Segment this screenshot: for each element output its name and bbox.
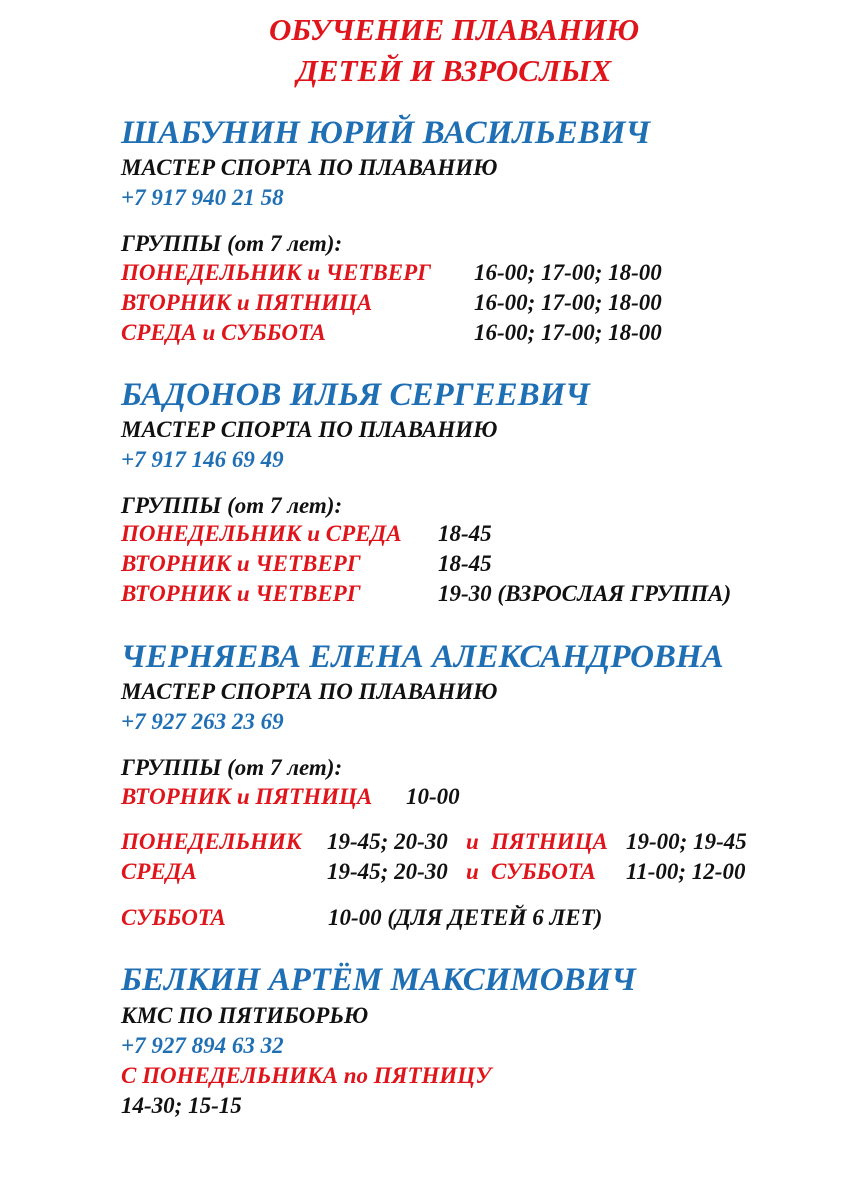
coach-3-extra-2-day2: СУББОТА xyxy=(491,859,596,884)
heading-line-1: ОБУЧЕНИЕ ПЛАВАНИЮ xyxy=(268,12,640,47)
coach-3-extra-2-join: и xyxy=(466,859,479,884)
coach-1-schedule-2-times: 16-00; 17-00; 18-00 xyxy=(474,290,662,315)
coach-3-schedule-1-times: 10-00 xyxy=(406,784,460,809)
coach-3-name: ЧЕРНЯЕВА ЕЛЕНА АЛЕКСАНДРОВНА xyxy=(121,639,724,675)
coach-4-phone[interactable]: +7 927 894 63 32 xyxy=(121,1033,284,1058)
coach-3-extra-2-times1: 19-45; 20-30 xyxy=(327,859,448,884)
coach-1-groups-label: ГРУППЫ (от 7 лет): xyxy=(121,231,343,256)
coach-3-extra-2-times2: 11-00; 12-00 xyxy=(626,859,746,884)
coach-1-phone[interactable]: +7 917 940 21 58 xyxy=(121,185,284,210)
coach-1-schedule-1-times: 16-00; 17-00; 18-00 xyxy=(474,260,662,285)
coach-3-extra-1-day1: ПОНЕДЕЛЬНИК xyxy=(121,829,302,854)
coach-3-extra-1-times1: 19-45; 20-30 xyxy=(327,829,448,854)
coach-4-title: КМС ПО ПЯТИБОРЬЮ xyxy=(121,1003,369,1028)
coach-3-extra-1-times2: 19-00; 19-45 xyxy=(626,829,747,854)
coach-3-groups-label: ГРУППЫ (от 7 лет): xyxy=(121,755,343,780)
coach-2-phone[interactable]: +7 917 146 69 49 xyxy=(121,447,284,472)
coach-4-name: БЕЛКИН АРТЁМ МАКСИМОВИЧ xyxy=(121,962,636,998)
coach-2-schedule-1-days: ПОНЕДЕЛЬНИК и СРЕДА xyxy=(121,521,402,546)
coach-1-name: ШАБУНИН ЮРИЙ ВАСИЛЬЕВИЧ xyxy=(121,115,651,151)
coach-3-extra-1-join: и xyxy=(466,829,479,854)
coach-2-schedule-1-times: 18-45 xyxy=(438,521,492,546)
coach-3-extra-2-day1: СРЕДА xyxy=(121,859,197,884)
coach-3-schedule-1-days: ВТОРНИК и ПЯТНИЦА xyxy=(121,784,373,809)
coach-1-schedule-3-days: СРЕДА и СУББОТА xyxy=(121,320,326,345)
coach-3-title: МАСТЕР СПОРТА ПО ПЛАВАНИЮ xyxy=(121,679,498,704)
coach-1-schedule-2-days: ВТОРНИК и ПЯТНИЦА xyxy=(121,290,373,315)
coach-2-schedule-3-times: 19-30 (ВЗРОСЛАЯ ГРУППА) xyxy=(438,581,732,606)
coach-3-phone[interactable]: +7 927 263 23 69 xyxy=(121,709,284,734)
coach-1-schedule-1-days: ПОНЕДЕЛЬНИК и ЧЕТВЕРГ xyxy=(121,260,432,285)
coach-2-schedule-2-days: ВТОРНИК и ЧЕТВЕРГ xyxy=(121,551,361,576)
coach-3-extra-1-day2: ПЯТНИЦА xyxy=(491,829,608,854)
coach-3-saturday-days: СУББОТА xyxy=(121,905,226,930)
coach-2-groups-label: ГРУППЫ (от 7 лет): xyxy=(121,493,343,518)
coach-2-schedule-2-times: 18-45 xyxy=(438,551,492,576)
coach-2-name: БАДОНОВ ИЛЬЯ СЕРГЕЕВИЧ xyxy=(121,377,590,413)
coach-1-title: МАСТЕР СПОРТА ПО ПЛАВАНИЮ xyxy=(121,155,498,180)
heading-line-2: ДЕТЕЙ И ВЗРОСЛЫХ xyxy=(296,53,612,88)
coach-4-times: 14-30; 15-15 xyxy=(121,1093,242,1118)
coach-1-schedule-3-times: 16-00; 17-00; 18-00 xyxy=(474,320,662,345)
coach-4-days: С ПОНЕДЕЛЬНИКА по ПЯТНИЦУ xyxy=(121,1063,492,1088)
coach-2-title: МАСТЕР СПОРТА ПО ПЛАВАНИЮ xyxy=(121,417,498,442)
coach-3-saturday-times: 10-00 (ДЛЯ ДЕТЕЙ 6 ЛЕТ) xyxy=(328,905,603,930)
coach-2-schedule-3-days: ВТОРНИК и ЧЕТВЕРГ xyxy=(121,581,361,606)
